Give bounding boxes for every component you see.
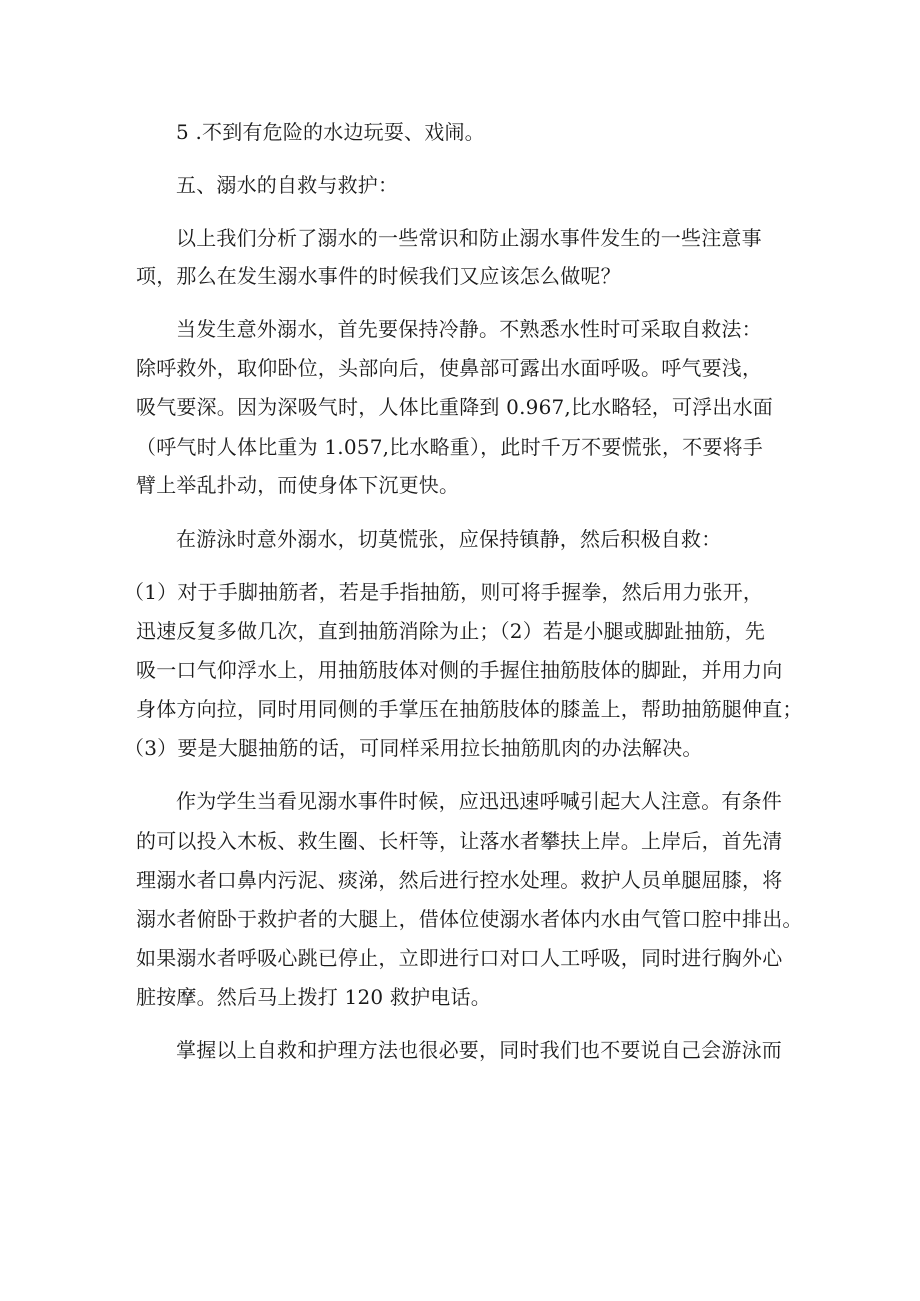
paragraph-line: （呼气时人体比重为 1.057,比水略重），此时千万不要慌张，不要将手 [136,435,763,459]
paragraph-line: 作为学生当看见溺水事件时候，应迅迅速呼喊引起大人注意。有条件 [176,789,782,813]
paragraph-line: 项，那么在发生溺水事件的时候我们又应该怎么做呢？ [136,264,621,288]
paragraph-line: 在游泳时意外溺水，切莫慌张，应保持镇静，然后积极自救： [176,527,722,551]
paragraph-line: 迅速反复多做几次，直到抽筋消除为止；（2）若是小腿或脚趾抽筋，先 [136,619,766,643]
paragraph-line: 除呼救外，取仰卧位，头部向后，使鼻部可露出水面呼吸。呼气要浅， [136,356,763,380]
paragraph-line: 吸气要深。因为深吸气时，人体比重降到 0.967,比水略轻，可浮出水面 [136,395,773,419]
paragraph-line: 溺水者俯卧于救护者的大腿上，借体位使溺水者体内水由气管口腔中排出。 [136,907,803,931]
paragraph-line: 臂上举乱扑动，而使身体下沉更快。 [136,473,460,497]
paragraph-line: 以上我们分析了溺水的一些常识和防止溺水事件发生的一些注意事 [176,226,762,250]
paragraph-line: 脏按摩。然后马上拨打 120 救护电话。 [136,985,491,1009]
paragraph-line: 身体方向拉，同时用同侧的手掌压在抽筋肢体的膝盖上，帮助抽筋腿伸直； [136,697,803,721]
section-heading: 五、溺水的自救与救护： [176,173,399,197]
paragraph-line: 当发生意外溺水，首先要保持冷静。不熟悉水性时可采取自救法： [176,317,762,341]
paragraph-line: 吸一口气仰浮水上，用抽筋肢体对侧的手握住抽筋肢体的脚趾，并用力向 [136,658,783,682]
paragraph-line: （1）对于手脚抽筋者，若是手指抽筋，则可将手握拳，然后用力张开， [124,580,764,604]
paragraph-line: 掌握以上自救和护理方法也很必要，同时我们也不要说自己会游泳而 [176,1038,782,1062]
paragraph-line: 的可以投入木板、救生圈、长杆等，让落水者攀扶上岸。上岸后，首先清 [136,829,783,853]
paragraph-line: （3）要是大腿抽筋的话，可同样采用拉长抽筋肌肉的办法解决。 [124,736,703,760]
paragraph-line: 理溺水者口鼻内污泥、痰涕，然后进行控水处理。救护人员单腿屈膝，将 [136,868,783,892]
paragraph-line: 如果溺水者呼吸心跳已停止，立即进行口对口人工呼吸，同时进行胸外心 [136,946,783,970]
list-item-5: 5 .不到有危险的水边玩耍、戏闹。 [176,120,485,144]
